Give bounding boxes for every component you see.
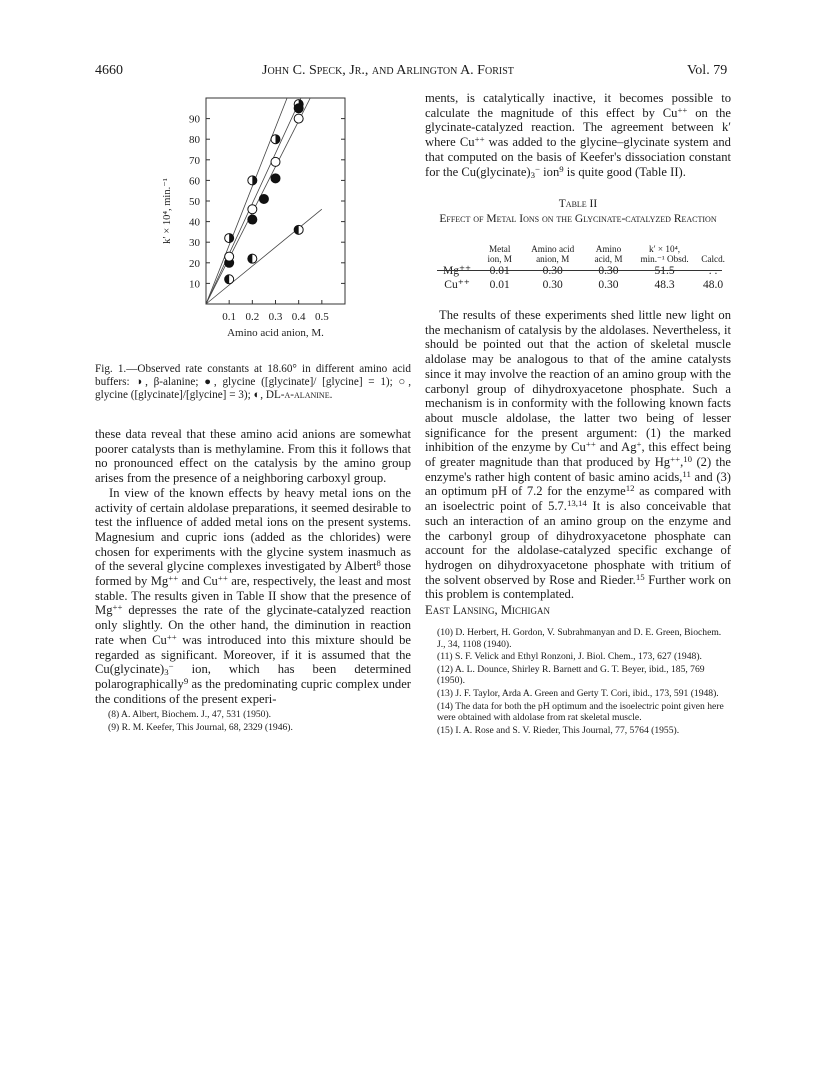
legend-symbol-left-half-icon: ◐ (253, 389, 261, 402)
legend-text-beta-alanine: β-alanine; (153, 376, 199, 389)
left-paragraph-2: In view of the known effects by heavy metal ions on the activity of certain aldolase preparations, it seemed desirable to test the influence of added metal ions on the present systems. Magnesium and cupric ions (added as the chlorides) were chosen for experiments with the glycine system inasmuch as of the several glycine complexes investigated by Albert$^8$ those formed by Mg++ and Cu++ are, respectively, the least and most stable. The results given in Table II show that the presence of Mg++ depresses the rate of the glycinate-catalyzed reaction only slightly. On the other hand, the diminution in reaction rate when Cu++ was introduced into this mixture should be regarded as significant. Moreover, if it is assumed that the $Cu(glycinate)_3^-$ ion, which has been determined polarographically$^9$ as the predominating cupric complex under the conditions of the present experi- (95, 485, 411, 706)
data-point-filled (248, 215, 257, 224)
footnote-9: (9) R. M. Keefer, This Journal, 68, 2329 (1946). (108, 721, 293, 733)
y-tick-label: 10 (189, 278, 200, 291)
col-metal-header: Metal ion, M (487, 244, 512, 264)
y-tick-label: 40 (189, 216, 200, 229)
footnote-10: (10) D. Herbert, H. Gordon, V. Subrahmanyan and D. E. Green, Biochem. J., 34, 1108 (1940). (437, 627, 722, 650)
right-paragraph-2: The results of these experiments shed little new light on the mechanism of catalysis by the aldolases. Nevertheless, it should be pointed out that the action of skeletal muscle aldolase may be analogous to that of the amine catalysts since it may involve the reaction of an amino group with the carbonyl group of dihydroxyacetone phosphate. Such a mechanism is in conformity with the following known facts about muscle aldolase, the latter two being of lesser significance for the present argument: (1) the marked inhibition of the enzyme by Cu++ and Ag+, this effect being of greater magnitude than that produced by Hg++,$^{10}$ (2) the enzyme's rather high content of basic amino acids,$^{11}$ and (3) an optimum pH of 7.2 for the enzyme$^{12}$ as compared with an isoelectric point of 5.7.$^{13,14}$ It is also conceivable that such an interaction of an amino group on the enzyme and the carbonyl group of dihydroxyacetone phosphate can account for the aldolase-catalyzed specific exchange of hydrogen on dihydroxyacetone phosphate with tritium of the solvent observed by Rose and Rieder.$^{15}$ Further work on this problem is contemplated. (425, 308, 732, 602)
footnote-14: (14) The data for both the pH optimum and the isoelectric point given here were obtained with aldolase from rat skeletal muscle. (437, 700, 724, 724)
running-head-authors: John C. Speck, Jr., and Arlington A. Forist (262, 63, 514, 78)
figure-1 (140, 90, 370, 360)
page-number: 4660 (95, 63, 123, 78)
x-tick-label: 0.2 (245, 311, 260, 323)
col-anion-header: Amino acid anion, M (531, 244, 575, 264)
data-point-open (294, 114, 303, 123)
x-tick-label: 0.5 (314, 311, 329, 323)
x-tick-label: 0.1 (222, 311, 237, 323)
table-title: Effect of Metal Ions on the Glycinate-catalyzed Reaction (439, 213, 717, 225)
footnote-12: (12) A. L. Dounce, Shirley R. Barnett and G. T. Beyer, ibid., 185, 769 (1950). (437, 663, 705, 687)
legend-text-glycine-3: glycine ([glycinate]/[glycine] = 3); (95, 389, 251, 402)
right-column-text (425, 308, 731, 618)
x-tick-label: 0.3 (268, 311, 283, 323)
y-tick-label: 20 (189, 257, 200, 270)
footnote-13: (13) J. F. Taylor, Arda A. Green and Gerty T. Cori, ibid., 173, 591 (1948). (437, 687, 719, 699)
fit-line (206, 98, 310, 304)
col-calcd-header: Calcd. (701, 254, 725, 264)
y-axis-label: k′ × 10⁴, min.⁻¹ (162, 178, 173, 244)
caption-lead: Fig. 1.—Observed rate constants at 18.60° in different amino acid buffers: (95, 363, 411, 389)
volume-label: Vol. 79 (687, 63, 728, 78)
x-tick-label: 0.4 (291, 311, 306, 323)
left-footnotes (108, 709, 411, 734)
legend-text-alanine: DL-α-alanine. (265, 389, 333, 402)
table-row: Mg⁺⁺ 0.01 0.30 0.30 51.5 . . (443, 265, 718, 277)
y-tick-label: 50 (189, 196, 200, 208)
y-tick-label: 80 (189, 134, 200, 147)
y-tick-label: 90 (189, 113, 200, 126)
footnote-8: (8) A. Albert, Biochem. J., 47, 531 (1950). (108, 709, 272, 720)
left-column-text (95, 427, 411, 706)
table-rule (437, 270, 722, 271)
data-point-open (248, 205, 257, 214)
col-acid-header: Amino acid, M (594, 244, 623, 264)
left-paragraph-1: these data reveal that these amino acid anions are somewhat poorer catalysts than is methylamine. From this it follows that no pronounced effect on the catalysis by the amino group arises from the presence of a neighboring carboxyl group. (95, 427, 411, 486)
fit-line (206, 209, 322, 304)
col-obsd-header: k′ × 10⁴, min.⁻¹ Obsd. (640, 244, 689, 264)
fit-line (206, 98, 301, 304)
table-row: Cu⁺⁺ 0.01 0.30 0.30 48.3 48.0 (444, 279, 724, 291)
plot-frame (206, 98, 345, 304)
table-label: Table II (558, 198, 598, 210)
legend-symbol-right-half-icon: ◑ (135, 376, 146, 389)
location: East Lansing, Michigan (425, 603, 551, 618)
data-point-open (225, 252, 234, 261)
fit-line (206, 98, 287, 304)
col-ion (437, 244, 477, 264)
data-point-filled (294, 104, 303, 113)
legend-text-glycine-1: glycine ([glycinate]/ [glycine] = 1); (222, 376, 393, 389)
figure-caption: Fig. 1.—Observed rate constants at 18.60° in different amino acid buffers: ◑, β-alanine; ●, glycine ([glycinate]/ [glycine] = 1); ○, glycine ([glycinate]/[glycine] = 3); ◐, DL-α-alanine. (95, 363, 412, 402)
footnote-11: (11) S. F. Velick and Ethyl Ronzoni, J. Biol. Chem., 173, 627 (1948). (437, 651, 702, 663)
y-tick-label: 60 (189, 175, 200, 188)
y-tick-label: 70 (189, 154, 200, 167)
right-paragraph-1: ments, is catalytically inactive, it becomes possible to calculate the magnitude of this effect by Cu++ on the glycinate-catalyzed reaction. The agreement between k′ where Cu++ was added to the glycine–glycinate system and that computed on the basis of Keefer's dissociation constant for the $Cu(glycinate)_3^-$ ion$^9$ is quite good (Table II). (425, 91, 732, 180)
data-point-filled (271, 174, 280, 183)
legend-symbol-open-icon: ○ (398, 376, 409, 389)
x-axis-label: Amino acid anion, M. (227, 327, 324, 339)
data-point-open (271, 157, 280, 166)
y-tick-label: 30 (189, 237, 200, 250)
table-ii (425, 244, 731, 292)
right-footnotes (437, 627, 731, 737)
data-point-filled (259, 194, 268, 203)
rate-constant-chart (140, 90, 370, 360)
footnote-15: (15) I. A. Rose and S. V. Rieder, This Journal, 77, 5764 (1955). (437, 724, 680, 736)
right-column-intro (425, 91, 731, 179)
legend-symbol-filled-icon: ● (204, 376, 214, 389)
